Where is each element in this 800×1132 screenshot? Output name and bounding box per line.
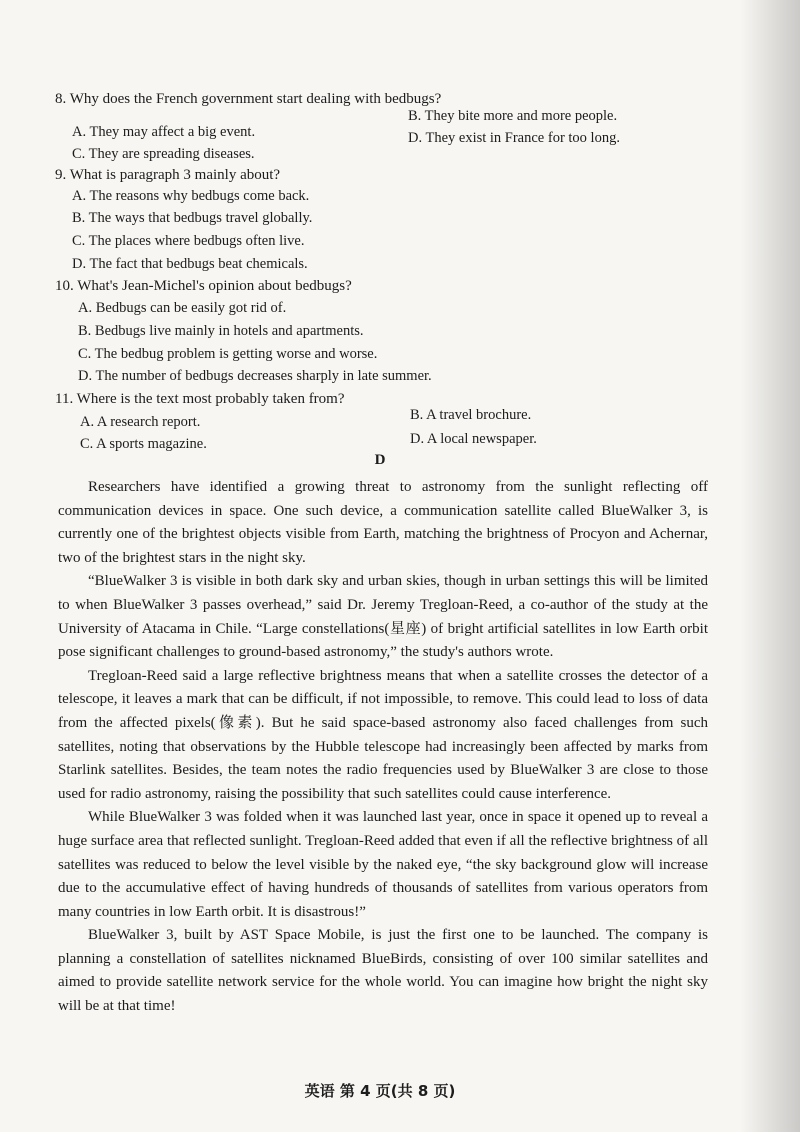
question-11-option-a: A. A research report.: [80, 414, 201, 430]
passage-paragraph-3: Tregloan-Reed said a large reflective brightness means that when a satellite crosses the detector of a telescope, it leaves a mark that can be difficult, if not impossible, to remove. This could lead to loss of data from the affected pixels(像素). But he said space-based astronomy also faced challenges from such satellites, noting that observations by the Hubble telescope had increasingly been affected by marks from Starlink satellites. Besides, the team notes the radio frequencies used by BlueWalker 3 are close to those used for radio astronomy, raising the possibility that such satellites could cause interference.: [58, 667, 708, 802]
passage-paragraph-1: Researchers have identified a growing threat to astronomy from the sunlight reflecting off communication devices in space. One such device, a communication satellite called BlueWalker 3, is currently one of the brightest objects visible from Earth, matching the brightness of Procyon and Achernar, two of the brightest stars in the night sky.: [58, 479, 708, 566]
question-9-stem: 9. What is paragraph 3 mainly about?: [55, 167, 281, 183]
question-11-stem: 11. Where is the text most probably taken from?: [55, 391, 345, 407]
reading-passage: [58, 476, 708, 1019]
question-8-option-c: C. They are spreading diseases.: [72, 146, 255, 162]
question-9-option-b: B. The ways that bedbugs travel globally.: [72, 210, 313, 226]
question-8-stem: 8. Why does the French government start dealing with bedbugs?: [55, 91, 442, 107]
passage-paragraph-5: BlueWalker 3, built by AST Space Mobile, is just the first one to be launched. The company is planning a constellation of satellites nicknamed BlueBirds, consisting of over 100 similar satellites and aimed to provide satellite network service for the whole world. You can imagine how bright the night sky will be at that time!: [58, 927, 708, 1015]
question-10-option-b: B. Bedbugs live mainly in hotels and apartments.: [78, 323, 364, 339]
question-9-option-a: A. The reasons why bedbugs come back.: [72, 188, 310, 204]
question-8-option-b: B. They bite more and more people.: [408, 108, 618, 124]
question-8-option-d: D. They exist in France for too long.: [408, 130, 620, 146]
question-10-option-c: C. The bedbug problem is getting worse and worse.: [78, 346, 378, 362]
question-8-option-a: A. They may affect a big event.: [72, 124, 256, 140]
section-heading: D: [374, 452, 386, 468]
question-10-option-a: A. Bedbugs can be easily got rid of.: [78, 300, 287, 316]
question-11-option-c: C. A sports magazine.: [80, 436, 207, 452]
page-edge-shadow: [740, 0, 800, 1132]
question-11-option-b: B. A travel brochure.: [410, 407, 532, 423]
question-11-option-d: D. A local newspaper.: [410, 431, 537, 447]
question-10-stem: 10. What's Jean-Michel's opinion about bedbugs?: [55, 278, 352, 294]
page-footer: 英语 第 4 页(共 8 页): [304, 1082, 456, 1100]
passage-paragraph-2: “BlueWalker 3 is visible in both dark sky and urban skies, though in urban settings this will be limited to when BlueWalker 3 passes overhead,” said Dr. Jeremy Tregloan-Reed, a co-author of the study at the University of Atacama in Chile. “Large constellations(星座) of bright artificial satellites in low Earth orbit pose significant challenges to ground-based astronomy,” the study's authors wrote.: [58, 573, 708, 661]
question-9-option-d: D. The fact that bedbugs beat chemicals.: [72, 256, 308, 272]
question-10-option-d: D. The number of bedbugs decreases sharply in late summer.: [78, 368, 432, 384]
passage-paragraph-4: While BlueWalker 3 was folded when it was launched last year, once in space it opened up to reveal a huge surface area that reflected sunlight. Tregloan-Reed added that even if all the reflective brightness of all satellites was reduced to below the level visible by the naked eye, “the sky background glow will increase due to the accumulative effect of having hundreds of thousands of satellites from various operators from many countries in low Earth orbit. It is disastrous!”: [58, 809, 708, 920]
question-9-option-c: C. The places where bedbugs often live.: [72, 233, 305, 249]
